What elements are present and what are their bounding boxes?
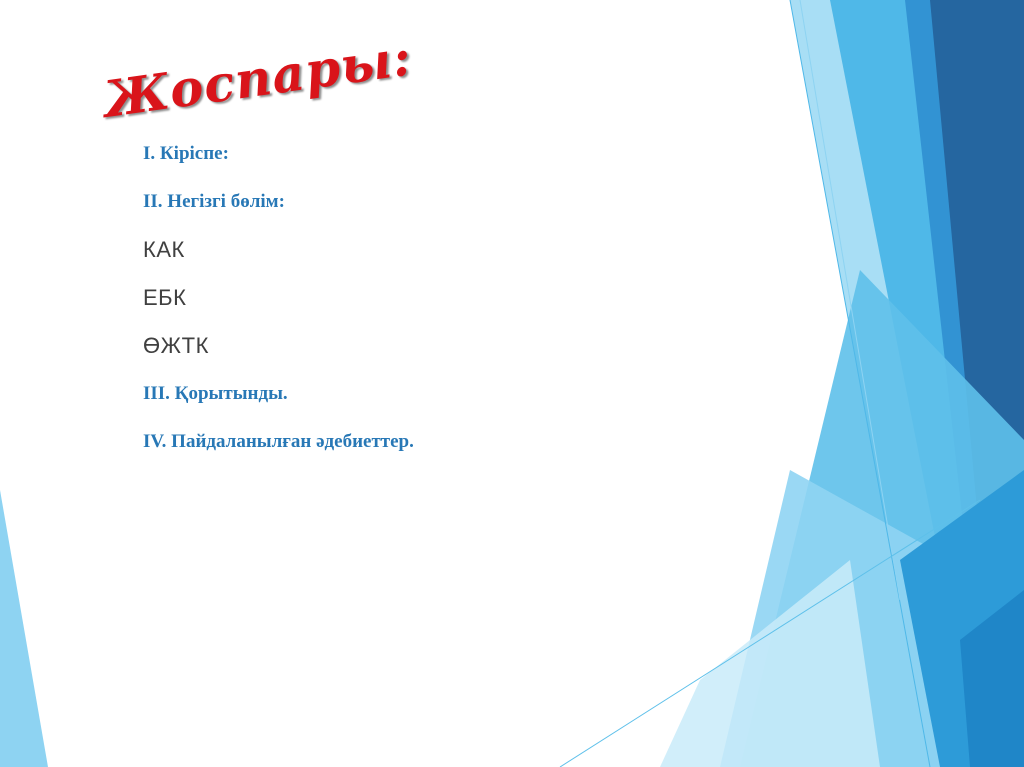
- outline-item-main: II. Негізгі бөлім:: [143, 191, 285, 212]
- slide-title: Жоспары:: [99, 27, 416, 129]
- outline-list: [143, 140, 743, 476]
- title-wordart: [99, 27, 416, 142]
- outline-item-conclusion: III. Қорытынды.: [143, 383, 288, 404]
- outline-item-intro: I. Кіріспе:: [143, 143, 229, 164]
- outline-subitem-kak: КАК: [143, 237, 185, 262]
- outline-subitem-ozhtk: ӨЖТК: [143, 333, 209, 358]
- left-facet: [0, 490, 48, 767]
- outline-item-references: IV. Пайдаланылған әдебиеттер.: [143, 431, 414, 452]
- outline-subitem-ebk: ЕБК: [143, 285, 187, 310]
